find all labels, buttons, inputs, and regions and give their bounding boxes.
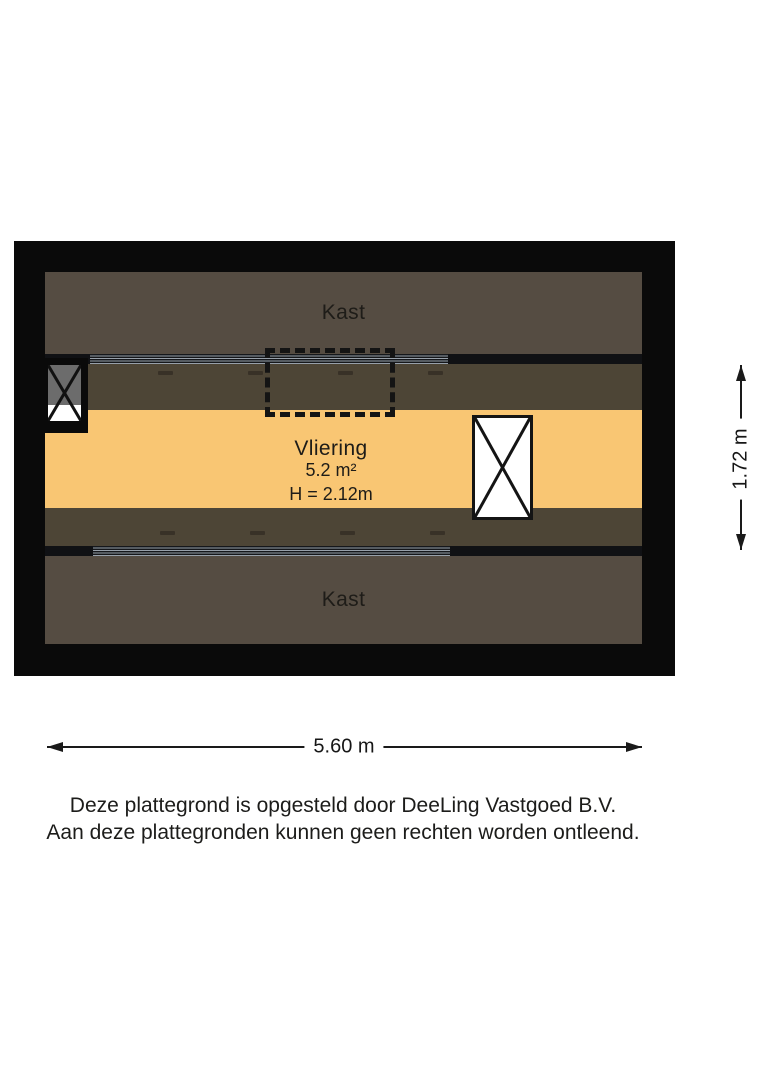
floor-plan xyxy=(14,241,675,676)
crossed-box-symbol-center xyxy=(472,415,533,520)
crossed-box-left-fill xyxy=(48,365,81,421)
footer-line-1: Deze plattegrond is opgesteld door DeeLing Vastgoed B.V. xyxy=(69,794,617,817)
room-label-vliering: Vliering xyxy=(294,437,368,460)
floor-plan-interior xyxy=(45,272,642,644)
arrow-down-icon xyxy=(736,534,746,550)
dimension-vertical-label: 1.72 m xyxy=(730,418,753,499)
wall-stripes-bottom xyxy=(93,546,450,556)
wall-bottom xyxy=(45,546,642,556)
room-height-vliering: H = 2.12m xyxy=(289,484,373,504)
dimension-horizontal xyxy=(47,735,642,758)
cross-icon xyxy=(48,365,81,421)
loft-hatch-dashed-outline xyxy=(265,348,395,417)
arrow-up-icon xyxy=(736,365,746,381)
arrow-right-icon xyxy=(626,742,642,752)
dimension-vertical xyxy=(729,365,752,550)
room-vliering-text xyxy=(289,438,373,504)
room-kast-top xyxy=(45,272,642,354)
room-kast-bottom xyxy=(45,556,642,644)
room-label-kast-bottom: Kast xyxy=(321,588,366,611)
tick-dash xyxy=(430,531,445,535)
footer-line-2: Aan deze plattegronden kunnen geen rechten worden ontleend. xyxy=(46,821,640,844)
crossed-box-symbol-left xyxy=(41,358,88,433)
room-area-vliering: 5.2 m² xyxy=(305,460,357,480)
arrow-left-icon xyxy=(47,742,63,752)
tick-dash xyxy=(340,531,355,535)
tick-dash xyxy=(428,371,443,375)
dimension-horizontal-label: 5.60 m xyxy=(304,736,383,759)
tick-dash xyxy=(160,531,175,535)
cross-icon xyxy=(475,418,530,517)
room-label-kast-top: Kast xyxy=(321,301,366,324)
footer-disclaimer xyxy=(46,792,639,846)
tick-dash xyxy=(158,371,173,375)
sloped-zone-bottom xyxy=(45,508,642,546)
tick-dash xyxy=(248,371,263,375)
tick-dash xyxy=(250,531,265,535)
